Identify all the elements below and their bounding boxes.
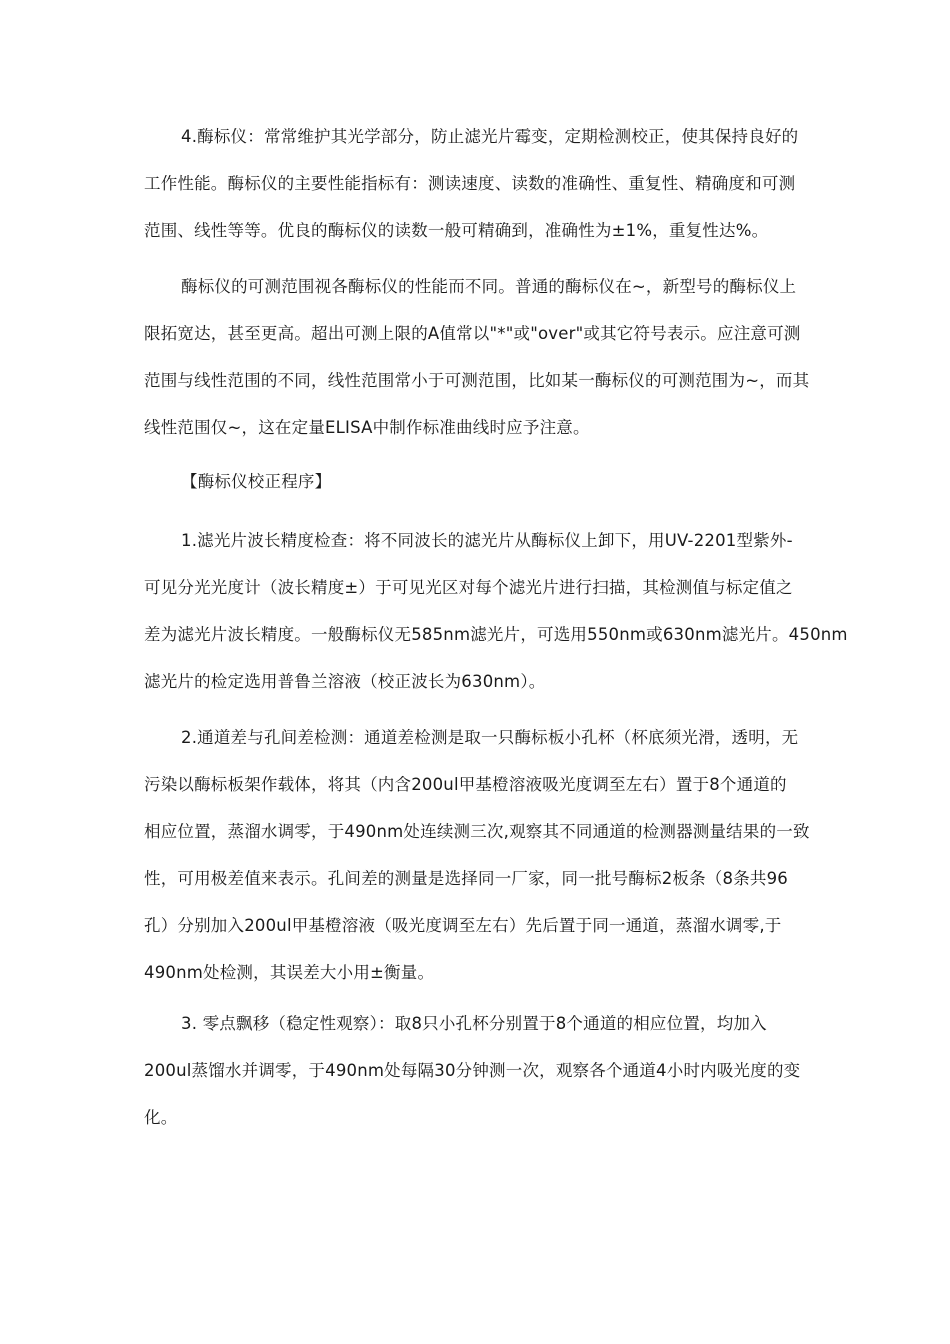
paragraph-line: 200ul蒸馏水并调零，于490nm处每隔30分钟测一次，观察各个通道4小时内吸光度的变 (144, 1061, 801, 1080)
paragraph-line: 相应位置，蒸溜水调零，于490nm处连续测三次,观察其不同通道的检测器测量结果的一致 (144, 822, 810, 841)
paragraph-line: 差为滤光片波长精度。一般酶标仪无585nm滤光片，可选用550nm或630nm滤光片。450nm (144, 625, 848, 644)
section-heading (144, 458, 809, 505)
paragraph-line: 孔）分别加入200ul甲基橙溶液（吸光度调至左右）先后置于同一通道，蒸溜水调零,于 (144, 916, 782, 935)
paragraph-line: 酶标仪的可测范围视各酶标仪的性能而不同。普通的酶标仪在~，新型号的酶标仪上 (181, 277, 797, 296)
paragraph-line: 3. 零点飘移（稳定性观察）：取8只小孔杯分别置于8个通道的相应位置，均加入 (181, 1014, 767, 1033)
section-heading-text: 【酶标仪校正程序】 (181, 472, 332, 491)
paragraph-line: 线性范围仅~，这在定量ELISA中制作标准曲线时应予注意。 (144, 418, 590, 437)
paragraph-line: 范围、线性等等。优良的酶标仪的读数一般可精确到，准确性为±1%，重复性达%。 (144, 221, 769, 240)
paragraph-line: 工作性能。酶标仪的主要性能指标有：测读速度、读数的准确性、重复性、精确度和可测 (144, 174, 796, 193)
paragraph-line: 范围与线性范围的不同，线性范围常小于可测范围，比如某一酶标仪的可测范围为~，而其 (144, 371, 810, 390)
paragraph-line: 2.通道差与孔间差检测：通道差检测是取一只酶标板小孔杯（杯底须光滑，透明，无 (181, 728, 799, 747)
paragraph-line: 1.滤光片波长精度检查：将不同波长的滤光片从酶标仪上卸下，用UV-2201型紫外- (181, 531, 793, 550)
paragraph-channel-well-difference (144, 714, 809, 996)
paragraph-line: 490nm处检测，其误差大小用±衡量。 (144, 963, 435, 982)
paragraph-line: 限拓宽达，甚至更高。超出可测上限的A值常以"*"或"over"或其它符号表示。应注意可测 (144, 324, 801, 343)
paragraph-enzyme-reader-maintenance (144, 113, 809, 254)
paragraph-measurement-range (144, 263, 809, 451)
paragraph-line: 滤光片的检定选用普鲁兰溶液（校正波长为630nm）。 (144, 672, 546, 691)
paragraph-line: 污染以酶标板架作载体，将其（内含200ul甲基橙溶液吸光度调至左右）置于8个通道的 (144, 775, 787, 794)
paragraph-filter-wavelength-check (144, 517, 848, 705)
paragraph-line: 性，可用极差值来表示。孔间差的测量是选择同一厂家，同一批号酶标2板条（8条共96 (144, 869, 788, 888)
paragraph-line: 可见分光光度计（波长精度±）于可见光区对每个滤光片进行扫描，其检测值与标定值之 (144, 578, 793, 597)
paragraph-zero-drift (144, 1000, 809, 1141)
paragraph-line: 4.酶标仪：常常维护其光学部分，防止滤光片霉变，定期检测校正，使其保持良好的 (181, 127, 799, 146)
paragraph-line: 化。 (144, 1108, 178, 1127)
